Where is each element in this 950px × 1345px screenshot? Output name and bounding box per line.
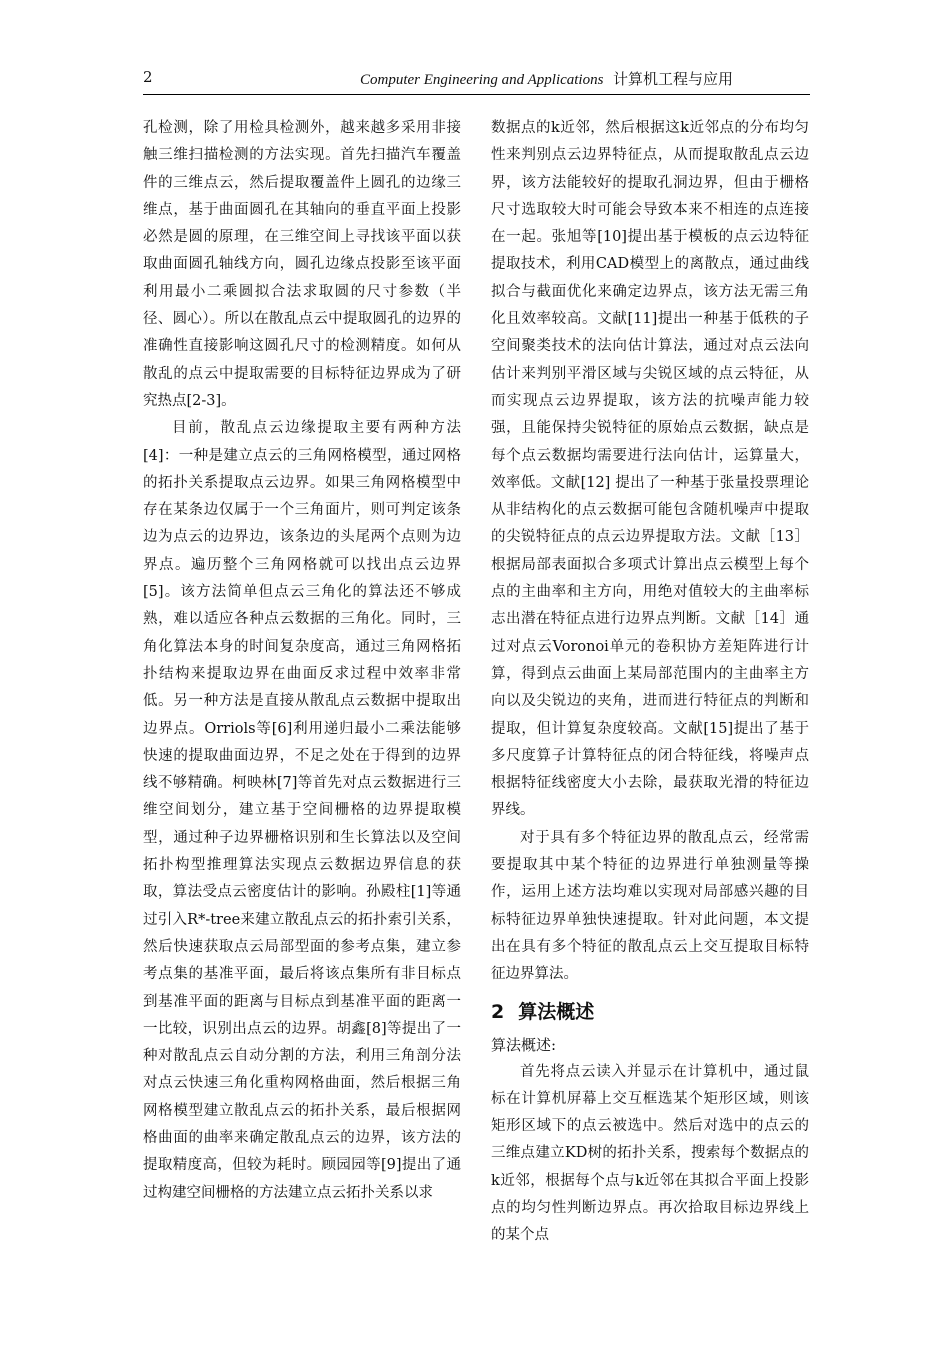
journal-title-en: Computer Engineering and Applications bbox=[359, 72, 604, 88]
section-title: 算法概述 bbox=[518, 1000, 595, 1023]
paragraph: 孔检测，除了用检具检测外，越来越多采用非接触三维扫描检测的方法实现。首先扫描汽车覆盖件的三维点云，然后提取覆盖件上圆孔的边缘三维点，基于曲面圆孔在其轴向的垂直平面上投影必然是圆的原理，在三维空间上寻找该平面以获取曲面圆孔轴线方向，圆孔边缘点投影至该平面利用最小二乘圆拟合法求取圆的尺寸参数（半径、圆心）。所以在散乱点云中提取圆孔的边界的准确性直接影响这圆孔尺寸的检测精度。如何从散乱的点云中提取需要的目标特征边界成为了研究热点[2-3]。 bbox=[143, 120, 461, 409]
left-column bbox=[143, 115, 461, 1207]
paragraph: 首先将点云读入并显示在计算机中，通过鼠标在计算机屏幕上交互框选某个矩形区域，则该矩形区域下的点云被选中。然后对选中的点云的三维点建立KD树的拓扑关系，搜索每个数据点的k近邻，根据每个点与k近邻在其拟合平面上投影点的均匀性判断边界点。再次拾取目标边界线上的某个点 bbox=[491, 1063, 809, 1244]
running-header bbox=[143, 60, 810, 95]
paragraph: 对于具有多个特征边界的散乱点云，经常需要提取其中某个特征的边界进行单独测量等操作，运用上述方法均难以实现对局部感兴趣的目标特征边界单独快速提取。针对此问题，本文提出在具有多个特征的散乱点云上交互提取目标特征边界算法。 bbox=[491, 829, 809, 983]
journal-title-cn: 计算机工程与应用 bbox=[613, 70, 734, 88]
paragraph: 数据点的k近邻，然后根据这k近邻点的分布均匀性来判别点云边界特征点，从而提取散乱点云边界，该方法能较好的提取孔洞边界，但由于栅格尺寸选取较大时可能会导致本来不相连的点连接在一起。张旭等[10]提出基于模板的点云边特征提取技术，利用CAD模型上的离散点，通过曲线拟合与截面优化来确定边界点，该方法无需三角化且效率较高。文献[11]提出一种基于低秩的子空间聚类技术的法向估计算法，通过对点云法向估计来判别平滑区域与尖锐区域的点云特征，从而实现点云边界提取，该方法的抗噪声能力较强，且能保持尖锐特征的原始点云数据，缺点是每个点云数据均需要进行法向估计，运算量大，效率低。文献[12] 提出了一种基于张量投票理论从非结构化的点云数据可能包含随机噪声中提取的尖锐特征点的点云边界提取方法。文献［13］根据局部表面拟合多项式计算出点云模型上每个点的主曲率和主方向，用绝对值较大的主曲率标志出潜在特征点进行边界点判断。文献［14］通过对点云Voronoi单元的卷积协方差矩阵进行计算，得到点云曲面上某局部范围内的主曲率主方向以及尖锐边的夹角，进而进行特征点的判断和提取，但计算复杂度较高。文献[15]提出了基于多尺度算子计算特征点的闭合特征线，将噪声点根据特征线密度大小去除，最获取光滑的特征边界线。 bbox=[491, 120, 809, 819]
journal-title bbox=[283, 68, 810, 89]
section-number: 2 bbox=[491, 1000, 505, 1023]
section-heading bbox=[491, 997, 809, 1027]
subheading: 算法概述: bbox=[491, 1035, 557, 1054]
paragraph: 目前，散乱点云边缘提取主要有两种方法[4]：一种是建立点云的三角网格模型，通过网格的拓扑关系提取点云边界。如果三角网格模型中存在某条边仅属于一个三角面片，则可判定该条边为点云的边界边，该条边的头尾两个点则为边界点。遍历整个三角网格就可以找出点云边界[5]。该方法简单但点云三角化的算法还不够成熟，难以适应各种点云数据的三角化。同时，三角化算法本身的时间复杂度高，通过三角网格拓扑结构来提取边界在曲面反求过程中效率非常低。另一种方法是直接从散乱点云数据中提取出边界点。Orriols等[6]利用递归最小二乘法能够快速的提取曲面边界，不足之处在于得到的边界线不够精确。柯映林[7]等首先对点云数据进行三维空间划分，建立基于空间栅格的边界提取模型，通过种子边界栅格识别和生长算法以及空间拓扑构型推理算法实现点云数据边界信息的获取，算法受点云密度估计的影响。孙殿柱[1]等通过引入R*-tree来建立散乱点云的拓扑索引关系，然后快速获取点云局部型面的参考点集，建立参考点集的基准平面，最后将该点集所有非目标点到基准平面的距离与目标点到基准平面的距离一一比较，识别出点云的边界。胡鑫[8]等提出了一种对散乱点云自动分割的方法，利用三角剖分法对点云快速三角化重构网格曲面，然后根据三角网格模型建立散乱点云的拓扑关系，最后根据网格曲面的曲率来确定散乱点云的边界，该方法的提取精度高，但较为耗时。顾园园等[9]提出了通过构建空间栅格的方法建立点云拓扑关系以求 bbox=[143, 420, 461, 1201]
page-number: 2 bbox=[143, 68, 153, 86]
right-column bbox=[491, 115, 809, 1250]
